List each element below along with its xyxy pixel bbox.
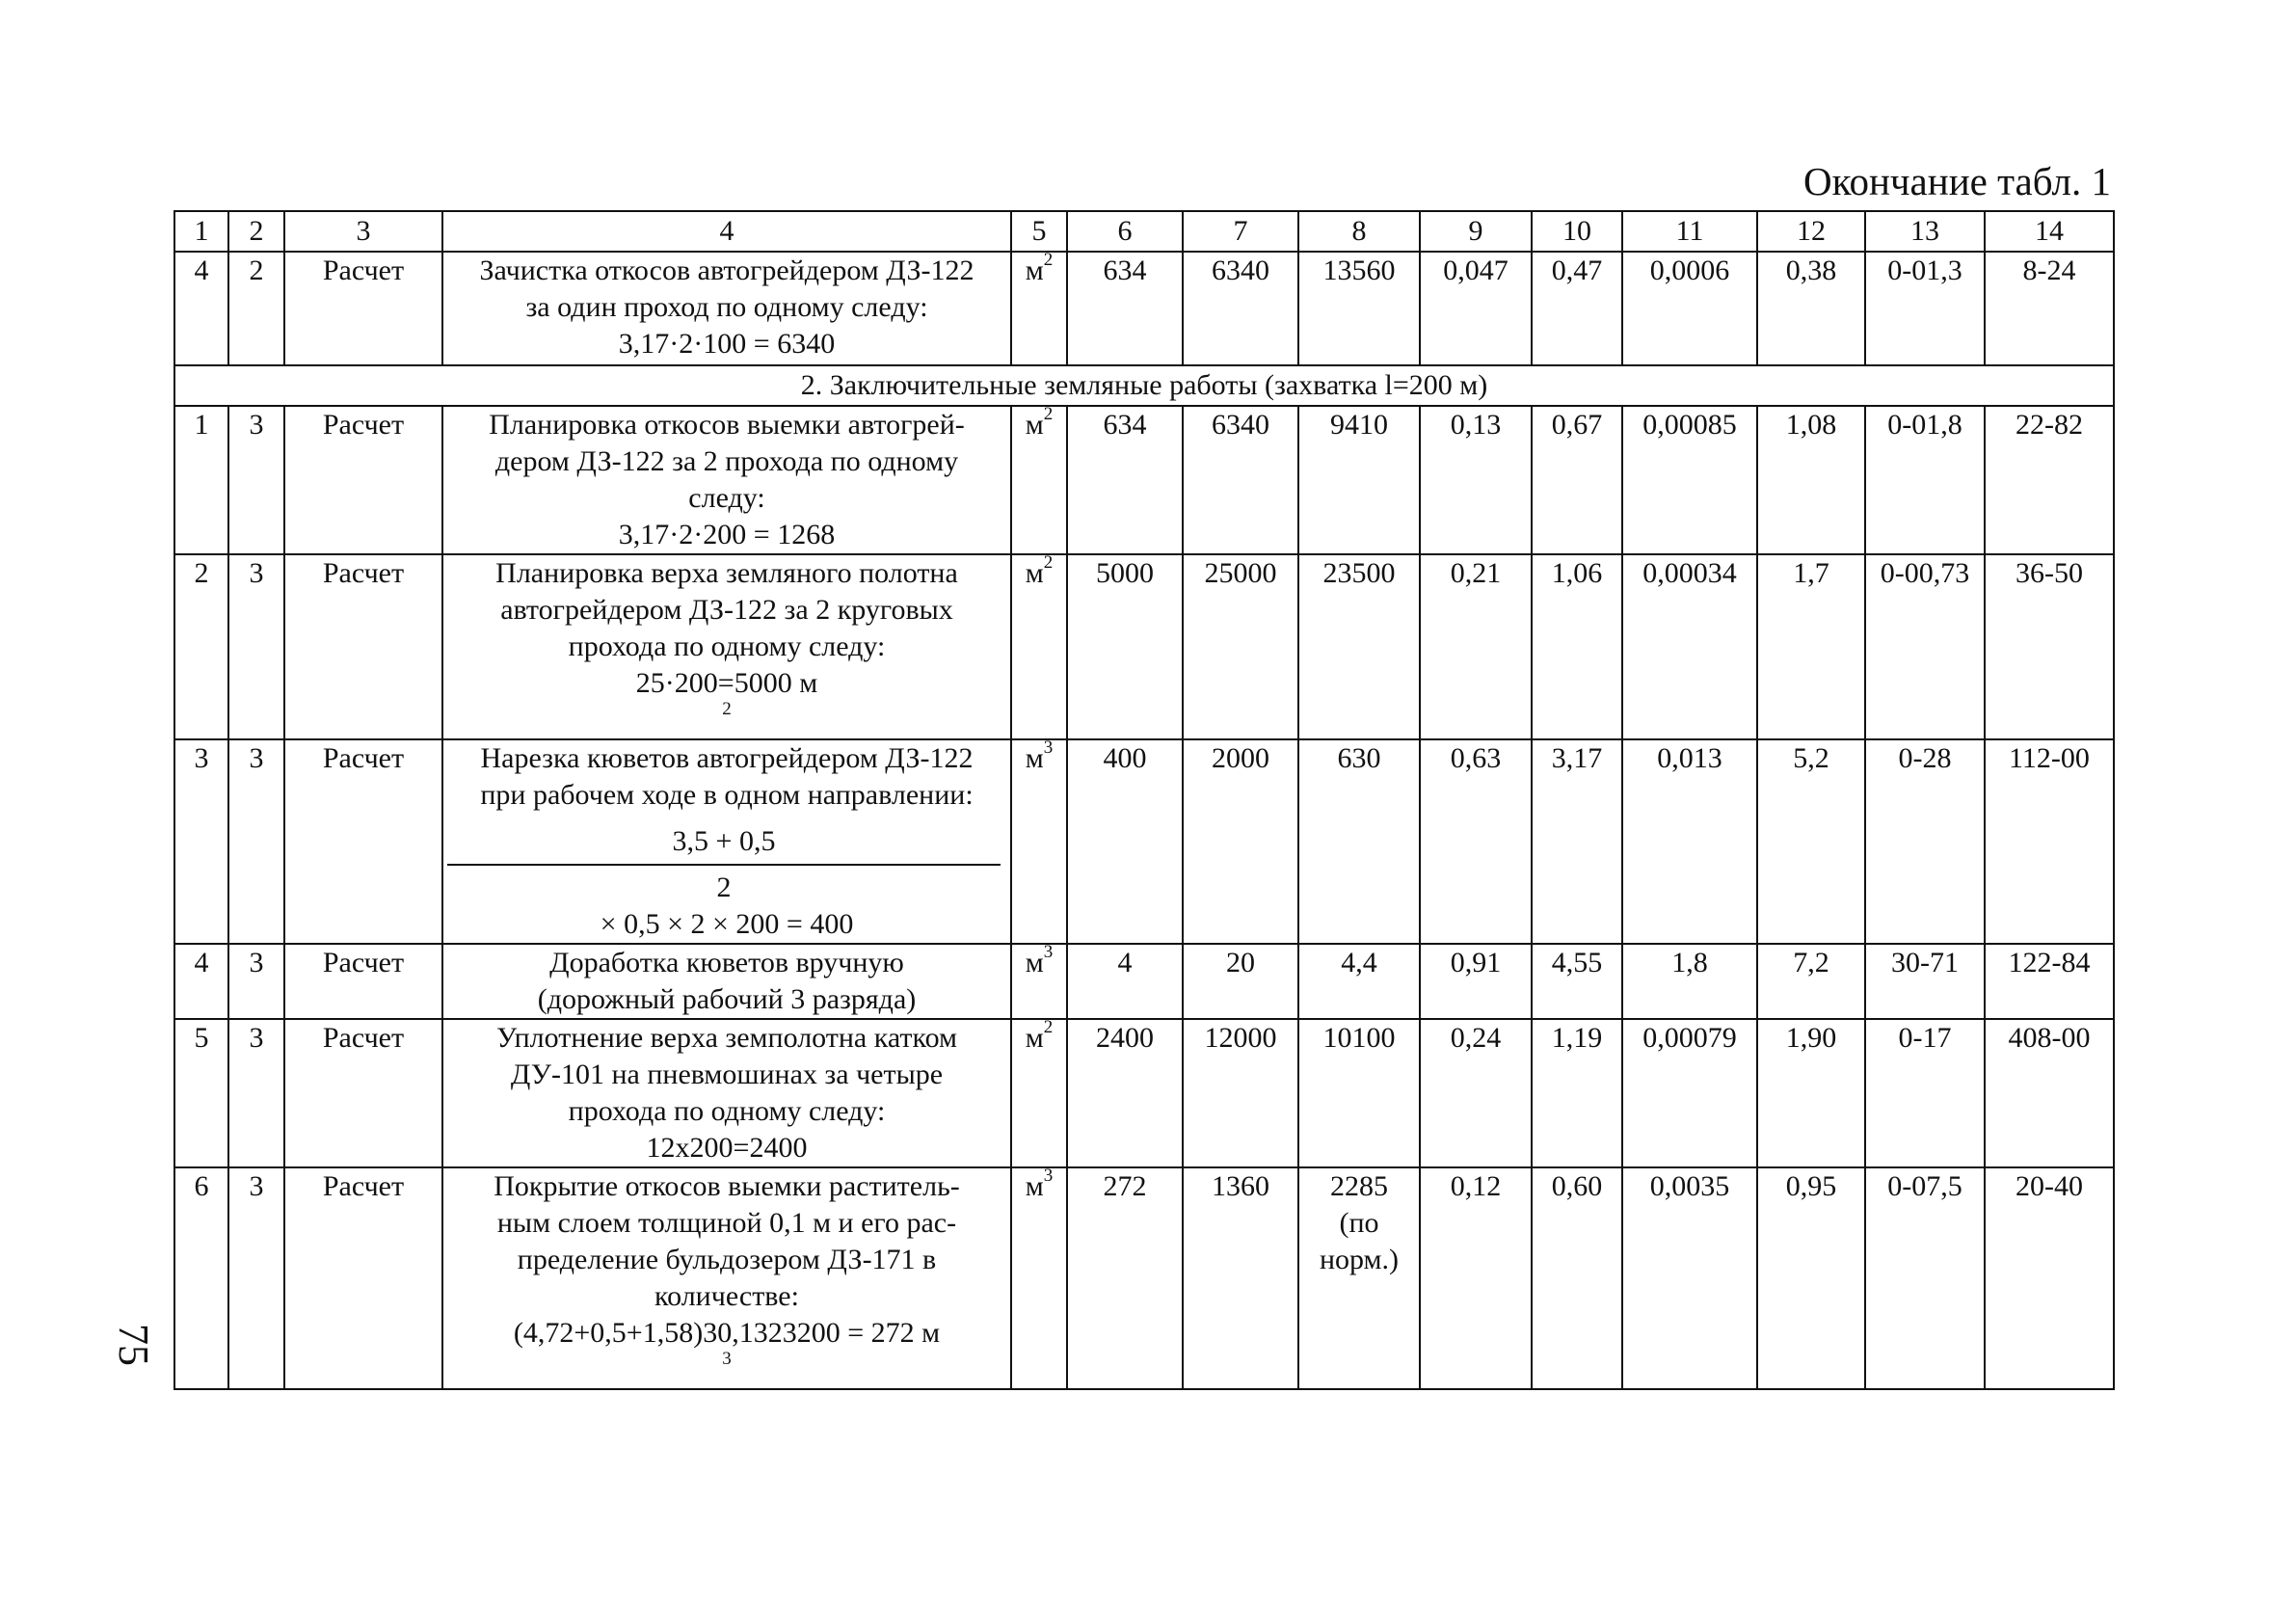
column-number-cell: 13 — [1865, 211, 1985, 252]
unit-cell — [1011, 739, 1067, 944]
cell-c10: 1,06 — [1532, 554, 1622, 739]
description-line: 3,17·2·100 = 6340 — [618, 328, 836, 360]
column-number-cell: 8 — [1298, 211, 1420, 252]
description-line: Планировка верха земляного полотна — [495, 557, 958, 589]
unit-exponent: 3 — [1043, 944, 1054, 962]
cell-c7: 12000 — [1183, 1019, 1298, 1167]
cell-c2: 3 — [228, 1167, 284, 1389]
cell-c2: 3 — [228, 554, 284, 739]
cell-c9: 0,12 — [1420, 1167, 1532, 1389]
table-caption: Окончание табл. 1 — [1803, 159, 2111, 203]
description-line: за один проход по одному следу: — [525, 291, 928, 323]
cell-c3: Расчет — [284, 1019, 442, 1167]
cell-c13: 0-28 — [1865, 739, 1985, 944]
column-number-cell: 5 — [1011, 211, 1067, 252]
cell-c8-line: 9410 — [1330, 409, 1388, 441]
cell-c9: 0,047 — [1420, 252, 1532, 365]
unit-base: м — [1025, 557, 1044, 589]
cell-c6: 272 — [1067, 1167, 1183, 1389]
unit-exponent: 2 — [1043, 252, 1054, 270]
unit-base: м — [1025, 742, 1044, 774]
cell-c10: 0,47 — [1532, 252, 1622, 365]
description-cell — [442, 1019, 1011, 1167]
column-number-cell: 3 — [284, 211, 442, 252]
cell-c13: 0-01,3 — [1865, 252, 1985, 365]
cell-c3: Расчет — [284, 944, 442, 1019]
cell-c2: 2 — [228, 252, 284, 365]
cell-c8-line: 2285 — [1330, 1170, 1388, 1202]
cell-c1: 6 — [174, 1167, 228, 1389]
description-cell — [442, 1167, 1011, 1389]
cell-c11: 0,00034 — [1622, 554, 1757, 739]
cell-c6: 2400 — [1067, 1019, 1183, 1167]
cell-c3: Расчет — [284, 406, 442, 554]
column-number-cell: 14 — [1985, 211, 2114, 252]
unit-cell — [1011, 1019, 1067, 1167]
cell-c6: 634 — [1067, 252, 1183, 365]
column-number-cell: 10 — [1532, 211, 1622, 252]
cell-c3: Расчет — [284, 739, 442, 944]
cell-c11: 1,8 — [1622, 944, 1757, 1019]
cell-c13: 30-71 — [1865, 944, 1985, 1019]
column-number-cell: 9 — [1420, 211, 1532, 252]
cell-c7: 20 — [1183, 944, 1298, 1019]
data-table — [174, 210, 2115, 1390]
unit-cell — [1011, 252, 1067, 365]
column-number-cell: 2 — [228, 211, 284, 252]
cell-c7: 6340 — [1183, 252, 1298, 365]
unit-base: м — [1025, 255, 1044, 286]
cell-c14: 112-00 — [1985, 739, 2114, 944]
cell-c11: 0,0006 — [1622, 252, 1757, 365]
cell-c14: 408-00 — [1985, 1019, 2114, 1167]
cell-c1: 1 — [174, 406, 228, 554]
description-cell — [442, 406, 1011, 554]
description-line: дером ДЗ-122 за 2 прохода по одному — [494, 445, 959, 477]
fraction — [447, 823, 1001, 906]
table-row — [174, 1167, 2114, 1389]
cell-c8 — [1298, 1019, 1420, 1167]
cell-c8-line: 10100 — [1322, 1022, 1396, 1054]
description-line: при рабочем ходе в одном направлении: — [480, 779, 974, 811]
column-number-cell: 1 — [174, 211, 228, 252]
table-row — [174, 944, 2114, 1019]
column-number-cell: 7 — [1183, 211, 1298, 252]
cell-c12: 1,08 — [1757, 406, 1865, 554]
unit-exponent: 2 — [1043, 1019, 1054, 1037]
cell-c9: 0,24 — [1420, 1019, 1532, 1167]
unit-exponent: 2 — [1043, 554, 1054, 573]
cell-c8-line: 13560 — [1322, 255, 1396, 286]
unit-base: м — [1025, 1022, 1044, 1054]
cell-c1: 4 — [174, 944, 228, 1019]
cell-c7: 2000 — [1183, 739, 1298, 944]
cell-c6: 5000 — [1067, 554, 1183, 739]
cell-c8 — [1298, 406, 1420, 554]
cell-c6: 4 — [1067, 944, 1183, 1019]
cell-c8-line: 630 — [1337, 742, 1381, 774]
description-line: Доработка кюветов вручную — [549, 947, 904, 978]
cell-c9: 0,63 — [1420, 739, 1532, 944]
cell-c14: 8-24 — [1985, 252, 2114, 365]
cell-c8-line: 23500 — [1322, 557, 1396, 589]
cell-c6: 400 — [1067, 739, 1183, 944]
description-line: ным слоем толщиной 0,1 м и его рас- — [496, 1207, 957, 1239]
cell-c3: Расчет — [284, 1167, 442, 1389]
cell-c14: 22-82 — [1985, 406, 2114, 554]
table-row — [174, 739, 2114, 944]
unit-base: м — [1025, 1170, 1044, 1202]
description-line: автогрейдером ДЗ-122 за 2 круговых — [500, 594, 953, 626]
cell-c10: 0,67 — [1532, 406, 1622, 554]
section-title: 2. Заключительные земляные работы (захватка l=200 м) — [174, 365, 2114, 406]
cell-c1: 5 — [174, 1019, 228, 1167]
cell-c8-line: норм.) — [1319, 1244, 1400, 1275]
cell-c2: 3 — [228, 739, 284, 944]
cell-c7: 1360 — [1183, 1167, 1298, 1389]
cell-c8 — [1298, 944, 1420, 1019]
description-cell — [442, 944, 1011, 1019]
cell-c6: 634 — [1067, 406, 1183, 554]
description-line: прохода по одному следу: — [568, 1095, 886, 1127]
column-number-cell: 6 — [1067, 211, 1183, 252]
cell-c12: 0,95 — [1757, 1167, 1865, 1389]
formula-text: 25·200=5000 м — [635, 667, 818, 699]
cell-c11: 0,0035 — [1622, 1167, 1757, 1389]
unit-cell — [1011, 1167, 1067, 1389]
fraction-rest: × 0,5 × 2 × 200 = 400 — [600, 908, 854, 940]
unit-base: м — [1025, 947, 1044, 978]
cell-c11: 0,013 — [1622, 739, 1757, 944]
unit-base: м — [1025, 409, 1044, 441]
cell-c8 — [1298, 252, 1420, 365]
cell-c2: 3 — [228, 944, 284, 1019]
cell-c12: 5,2 — [1757, 739, 1865, 944]
cell-c1: 3 — [174, 739, 228, 944]
column-number-cell: 4 — [442, 211, 1011, 252]
column-number-row — [174, 211, 2114, 252]
formula-exponent: 2 — [722, 699, 732, 719]
table-row — [174, 406, 2114, 554]
page-number: 75 — [110, 1324, 157, 1366]
unit-cell — [1011, 944, 1067, 1019]
description-line: прохода по одному следу: — [568, 630, 886, 662]
cell-c8-line: 4,4 — [1341, 947, 1377, 978]
cell-c11: 0,00079 — [1622, 1019, 1757, 1167]
fraction-numerator: 3,5 + 0,5 — [447, 823, 1001, 866]
cell-c8 — [1298, 554, 1420, 739]
cell-c10: 0,60 — [1532, 1167, 1622, 1389]
cell-c8-line: (по — [1339, 1207, 1379, 1239]
description-line: Покрытие откосов выемки раститель- — [494, 1170, 960, 1202]
table-row — [174, 554, 2114, 739]
cell-c1: 4 — [174, 252, 228, 365]
cell-c2: 3 — [228, 406, 284, 554]
unit-cell — [1011, 406, 1067, 554]
cell-c7: 25000 — [1183, 554, 1298, 739]
cell-c13: 0-01,8 — [1865, 406, 1985, 554]
cell-c12: 1,7 — [1757, 554, 1865, 739]
cell-c1: 2 — [174, 554, 228, 739]
cell-c2: 3 — [228, 1019, 284, 1167]
description-line: Планировка откосов выемки автогрей- — [489, 409, 965, 441]
description-cell — [442, 554, 1011, 739]
description-line: 3,17·2·200 = 1268 — [618, 519, 836, 550]
table-row — [174, 1019, 2114, 1167]
cell-c13: 0-00,73 — [1865, 554, 1985, 739]
cell-c8 — [1298, 739, 1420, 944]
unit-exponent: 2 — [1043, 406, 1054, 424]
unit-cell — [1011, 554, 1067, 739]
description-line: количестве: — [654, 1280, 799, 1312]
fraction-formula — [447, 823, 1006, 943]
cell-c14: 36-50 — [1985, 554, 2114, 739]
fraction-denominator: 2 — [716, 871, 732, 903]
description-line: (дорожный рабочий 3 разряда) — [537, 983, 917, 1015]
cell-c3: Расчет — [284, 554, 442, 739]
column-number-cell: 11 — [1622, 211, 1757, 252]
cell-c12: 7,2 — [1757, 944, 1865, 1019]
cell-c10: 1,19 — [1532, 1019, 1622, 1167]
column-number-cell: 12 — [1757, 211, 1865, 252]
cell-c10: 4,55 — [1532, 944, 1622, 1019]
description-cell — [442, 739, 1011, 944]
cell-c13: 0-17 — [1865, 1019, 1985, 1167]
section-row — [174, 365, 2114, 406]
table-row — [174, 252, 2114, 365]
cell-c10: 3,17 — [1532, 739, 1622, 944]
cell-c3: Расчет — [284, 252, 442, 365]
cell-c12: 0,38 — [1757, 252, 1865, 365]
cell-c8 — [1298, 1167, 1420, 1389]
description-cell — [442, 252, 1011, 365]
cell-c7: 6340 — [1183, 406, 1298, 554]
cell-c14: 20-40 — [1985, 1167, 2114, 1389]
description-line: Нарезка кюветов автогрейдером ДЗ-122 — [480, 742, 974, 774]
cell-c12: 1,90 — [1757, 1019, 1865, 1167]
cell-c14: 122-84 — [1985, 944, 2114, 1019]
description-line: ДУ-101 на пневмошинах за четыре — [510, 1059, 944, 1090]
description-line: пределение бульдозером ДЗ-171 в — [517, 1244, 937, 1275]
description-line: Уплотнение верха земполотна катком — [496, 1022, 957, 1054]
cell-c11: 0,00085 — [1622, 406, 1757, 554]
cell-c9: 0,13 — [1420, 406, 1532, 554]
formula-exponent: 3 — [722, 1349, 732, 1369]
unit-exponent: 3 — [1043, 1167, 1054, 1186]
description-line: 12x200=2400 — [646, 1132, 808, 1164]
cell-c13: 0-07,5 — [1865, 1167, 1985, 1389]
description-line: следу: — [688, 482, 765, 514]
description-line: Зачистка откосов автогрейдером ДЗ-122 — [479, 255, 974, 286]
unit-exponent: 3 — [1043, 739, 1054, 758]
formula-line — [447, 1315, 1006, 1388]
formula-text: (4,72+0,5+1,58)30,1323200 = 272 м — [513, 1317, 941, 1349]
formula-line — [447, 665, 1006, 738]
cell-c9: 0,21 — [1420, 554, 1532, 739]
cell-c9: 0,91 — [1420, 944, 1532, 1019]
